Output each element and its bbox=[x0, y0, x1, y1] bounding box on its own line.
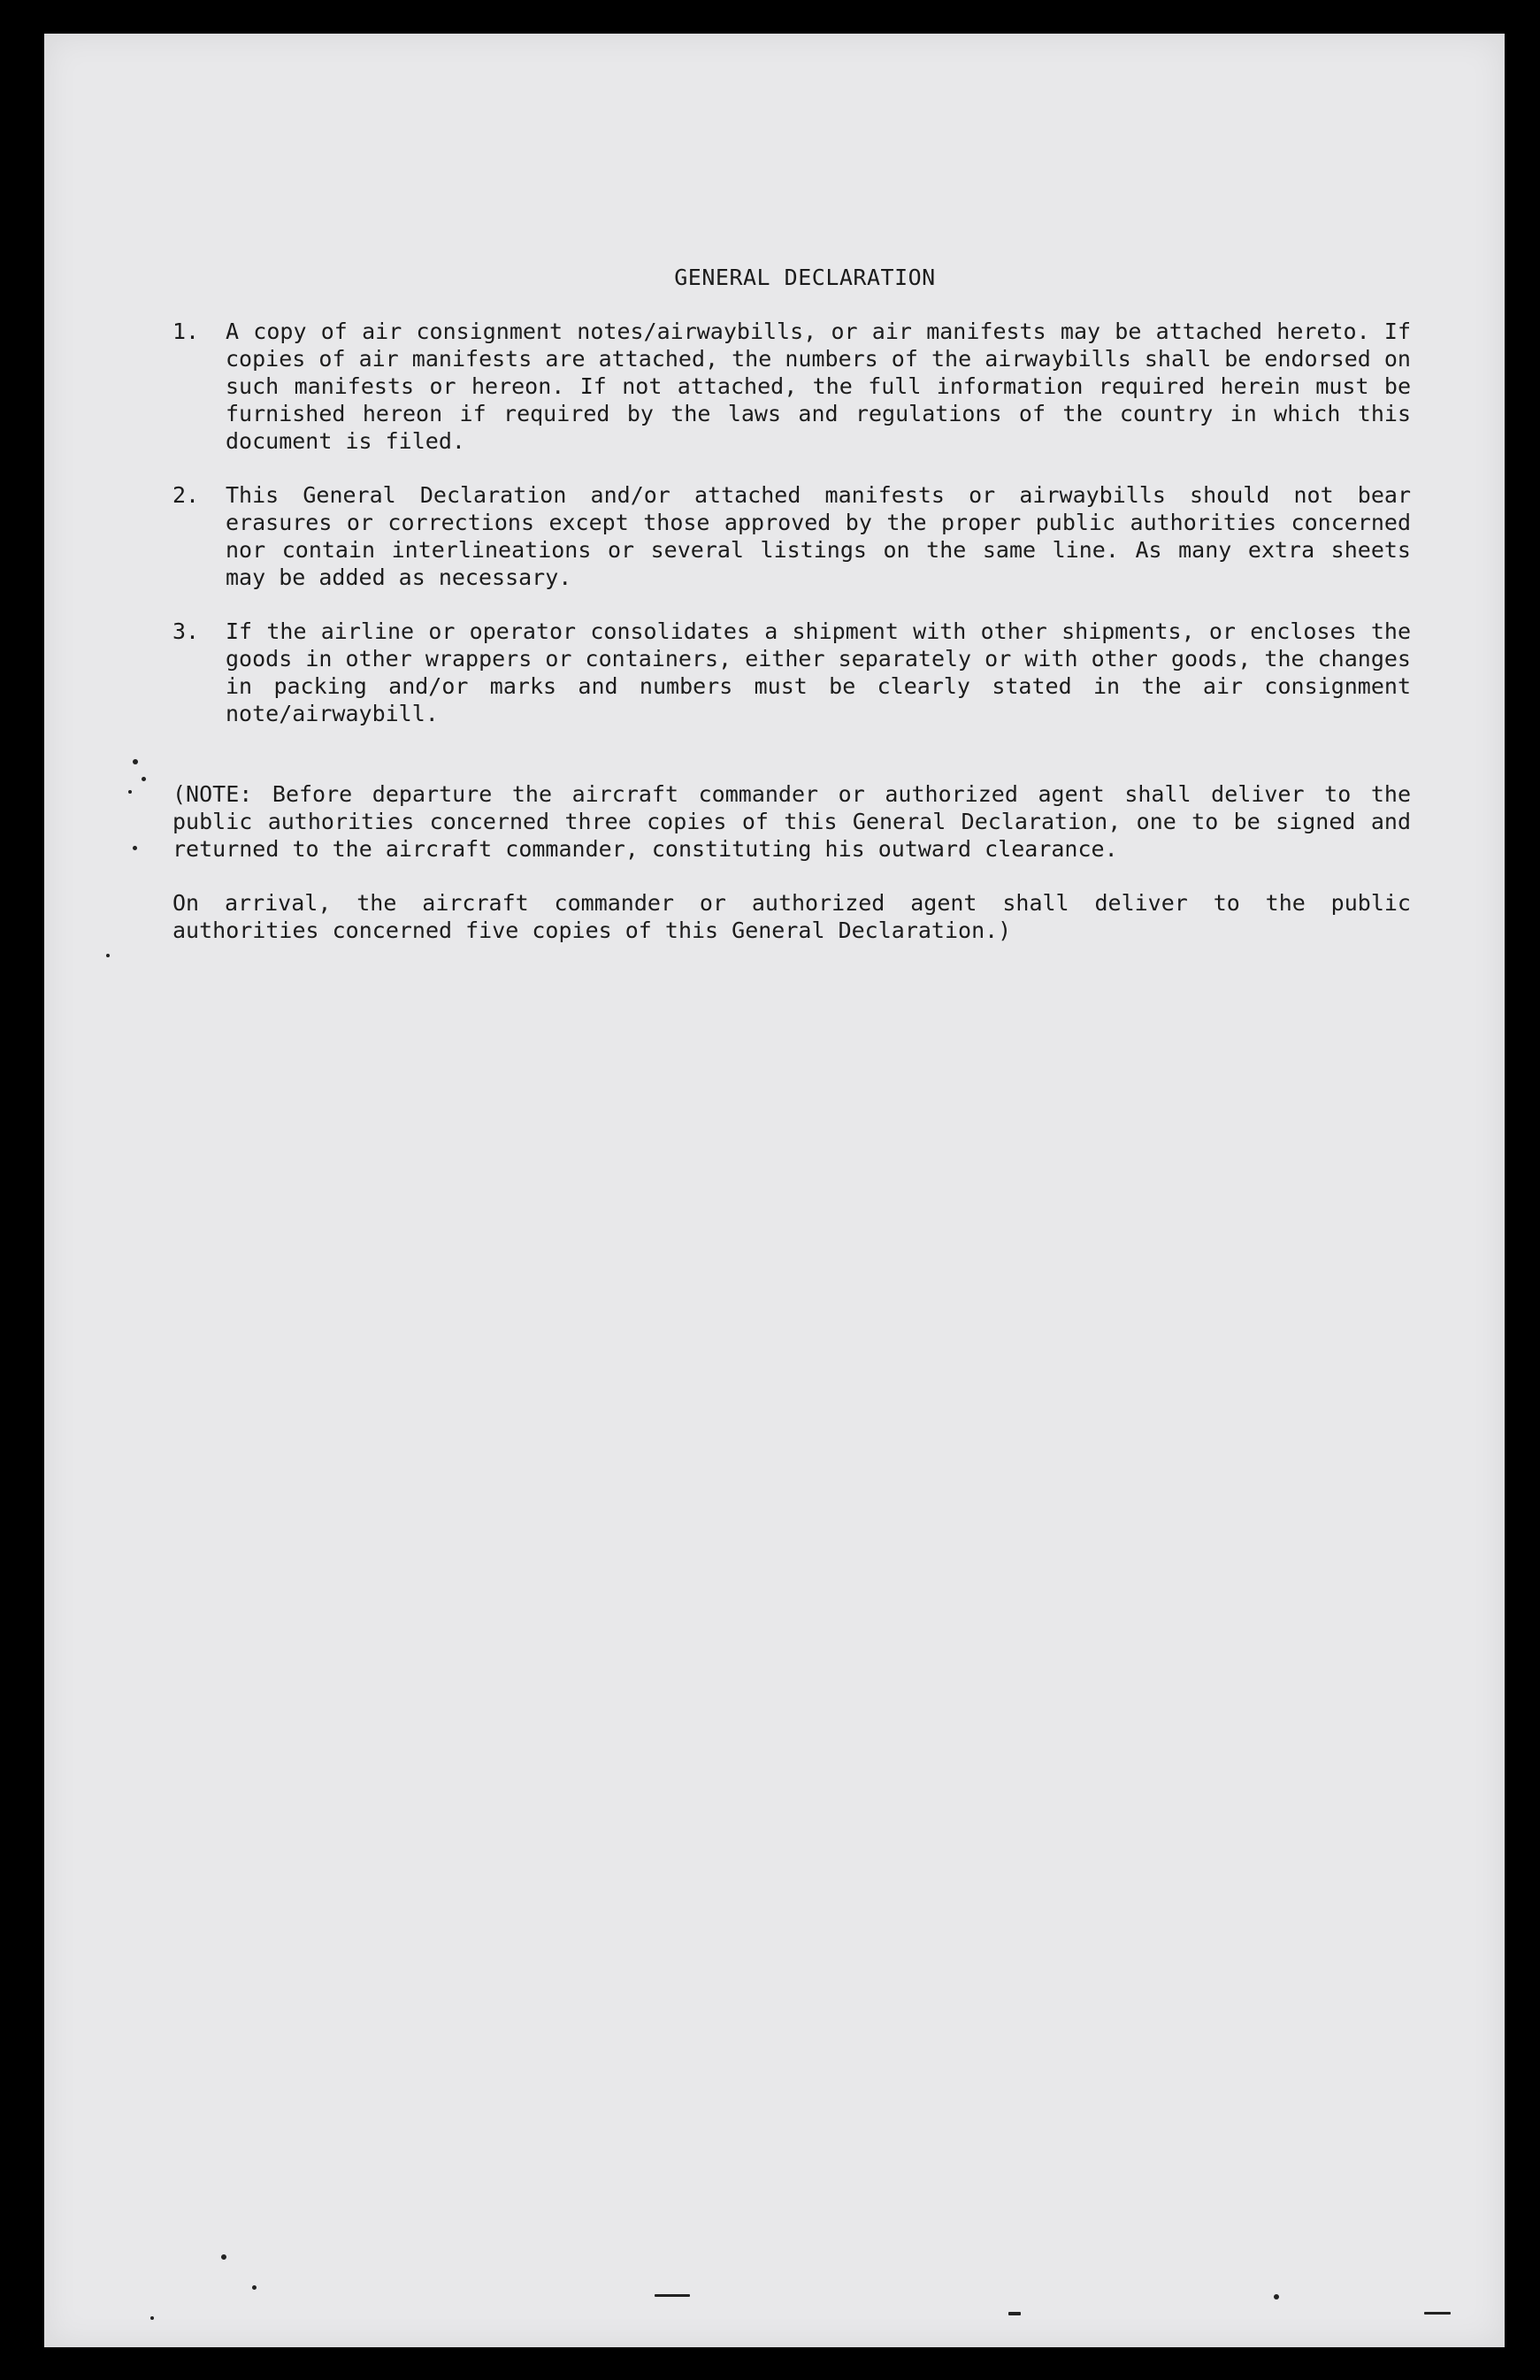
item-number: 2. bbox=[172, 482, 200, 508]
scan-speck bbox=[221, 2254, 226, 2260]
scan-speck bbox=[1424, 2312, 1451, 2315]
list-item bbox=[172, 481, 1411, 591]
scan-speck bbox=[252, 2285, 257, 2290]
item-text: If the airline or operator consolidates a shipment with other shipments, or encloses the goods in other wrappers or containers, either separately or with other goods, the changes in packing and/or marks and numbers must be clearly stated in the air consignment note/airwaybill. bbox=[226, 618, 1411, 726]
document-page bbox=[44, 34, 1505, 2347]
item-text: A copy of air consignment notes/airwaybills, or air manifests may be attached hereto. If copies of air manifests are attached, the numbers of the airwaybills shall be endorsed on such manifests or hereon. If not attached, the full information required herein must be furnished hereon if required by the laws and regulations of the country in which this document is filed. bbox=[226, 319, 1411, 454]
scan-speck bbox=[133, 759, 138, 764]
document-body bbox=[172, 264, 1411, 944]
scan-speck bbox=[142, 777, 146, 781]
departure-note: (NOTE: Before departure the aircraft commander or authorized agent shall deliver to the public authorities concerned three copies of this General Declaration, one to be signed and returned to the aircraft commander, constituting his outward clearance. bbox=[172, 781, 1411, 862]
scan-speck bbox=[655, 2294, 690, 2297]
scan-speck bbox=[133, 846, 137, 850]
scan-speck bbox=[128, 790, 132, 794]
scan-speck bbox=[106, 954, 110, 957]
item-number: 1. bbox=[172, 319, 200, 344]
scan-speck bbox=[150, 2316, 154, 2320]
item-number: 3. bbox=[172, 618, 200, 644]
scan-speck bbox=[1274, 2294, 1279, 2299]
document-title: GENERAL DECLARATION bbox=[674, 265, 936, 290]
arrival-note: On arrival, the aircraft commander or authorized agent shall deliver to the public authorities concerned five copies of this General Declaration.) bbox=[172, 890, 1411, 943]
item-text: This General Declaration and/or attached manifests or airwaybills should not bear erasures or corrections except those approved by the proper public authorities concerned nor contain interlineations or several listings on the same line. As many extra sheets may be added as necessary. bbox=[226, 482, 1411, 590]
list-item bbox=[172, 618, 1411, 727]
list-item bbox=[172, 318, 1411, 455]
scan-speck bbox=[1008, 2312, 1021, 2315]
